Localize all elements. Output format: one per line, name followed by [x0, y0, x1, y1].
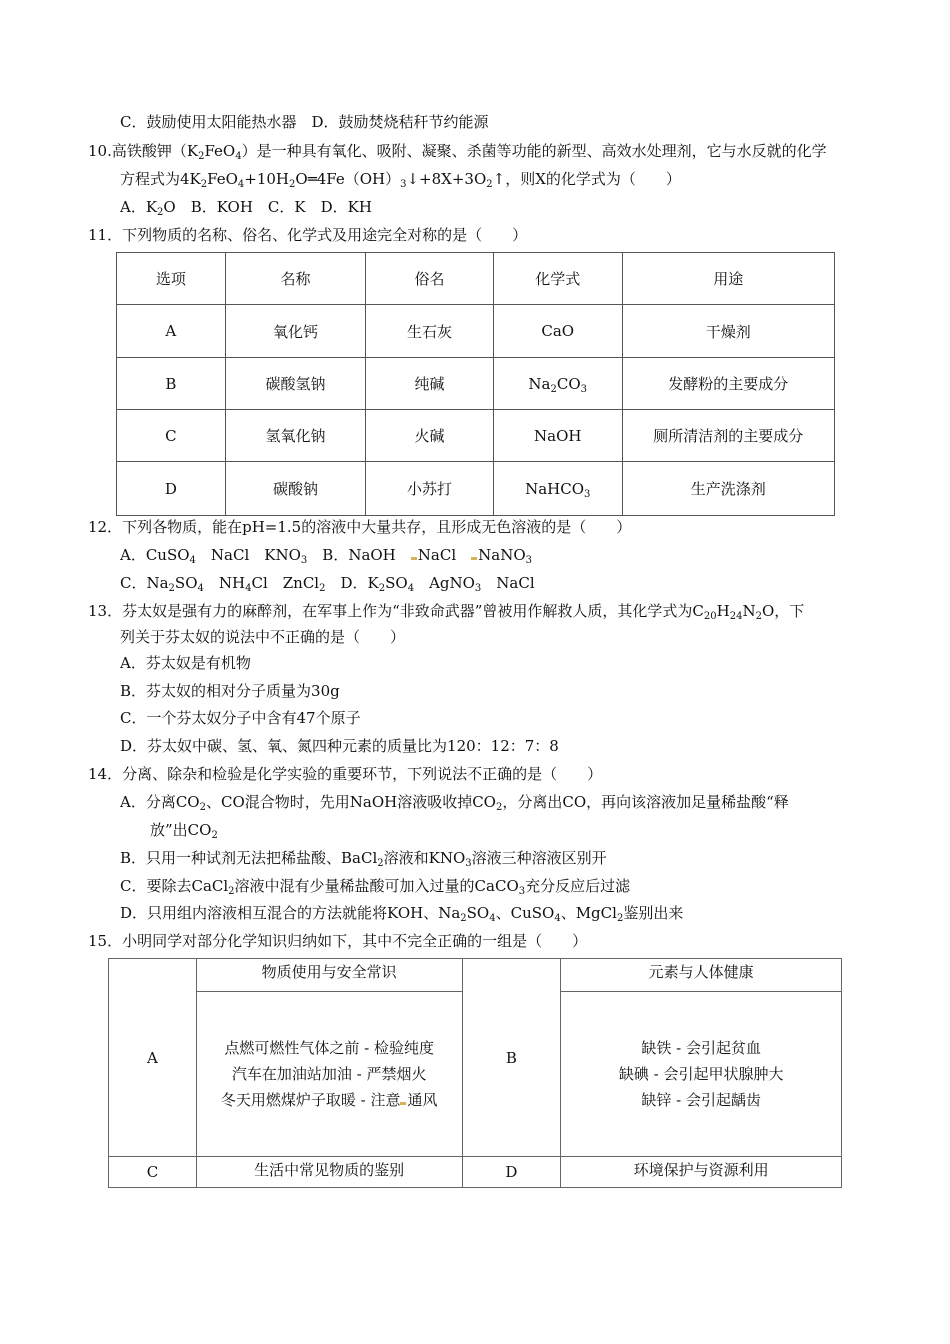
q9-options — [120, 112, 489, 132]
q15-stem: 15．小明同学对部分化学知识归纳如下，其中不完全正确的一组是（ ） — [88, 932, 588, 950]
q10-line2: 方程式为$4K_2FeO_4+10H_2O═4Fe(OH)_3↓+8X+3O_2↑$，则X的化学式为（ ） — [120, 170, 681, 190]
q13-option-b: B．芬太奴的相对分子质量为30g — [120, 682, 340, 700]
q11-stem: 11．下列物质的名称、俗名、化学式及用途完全对称的是（ ） — [88, 226, 528, 244]
q13-option-a: A．芬太奴是有机物 — [120, 654, 251, 672]
table-row: B 碳酸氢钠 纯碱 $Na_2CO_3$ 发酵粉的主要成分 — [117, 358, 835, 410]
q14-stem: 14．分离、除杂和检验是化学实验的重要环节，下列说法不正确的是（ ） — [88, 765, 603, 783]
q14-option-b: B．只用一种试剂无法把稀盐酸、BaCl$_2$溶液和$KNO_3$溶液三种溶液区别开 — [120, 849, 607, 869]
q14-option-c: C．要除去CaCl$_2$溶液中混有少量稀盐酸可加入过量的CaCO$_3$充分反应后过滤 — [120, 877, 631, 897]
table-row: C 氢氧化钠 火碱 NaOH 厕所清洁剂的主要成分 — [117, 410, 835, 462]
q12-stem: 12．下列各物质，能在pH=1.5的溶液中大量共存，且形成无色溶液的是（ ） — [88, 518, 632, 536]
q13-line1: 13．芬太奴是强有力的麻醉剂，在军事上作为“非致命武器”曾被用作解救人质，其化学式为$C_{20}H_{24}N_2O$，下 — [88, 602, 805, 622]
q10-line1: 10.高铁酸钾$(K_2FeO_4)$是一种具有氧化、吸附、凝聚、杀菌等功能的新型、高效水处理剂，它与水反就的化学 — [88, 142, 827, 162]
q14-option-d: D．只用组内溶液相互混合的方法就能将KOH、$Na_2SO_4$、CuSO$_4$、MgCl$_2$鉴别出来 — [120, 904, 684, 924]
q15-label-b: B — [462, 959, 561, 1157]
q15-title-c: 生活中常见物质的鉴别 — [196, 1157, 462, 1188]
q9-option-d: D．鼓励焚烧秸秆节约能源 — [311, 113, 489, 131]
q15-items-a: 点燃可燃性气体之前 - 检验纯度 汽车在加油站加油 - 严禁烟火 冬天用燃煤炉子取暖 - 注意 通风 — [196, 992, 462, 1157]
q15-items-b: 缺铁 - 会引起贫血 缺碘 - 会引起甲状腺肿大 缺锌 - 会引起龋齿 — [561, 992, 842, 1157]
highlight-mark — [400, 1102, 406, 1105]
q14-option-a: A．分离$CO_2$、CO混合物时，先用NaOH溶液吸收掉$CO_2$，分离出CO，再向该溶液加足量稀盐酸“释 — [120, 793, 789, 813]
table-row: A 氧化钙 生石灰 CaO 干燥剂 — [117, 305, 835, 358]
q15-label-a: A — [109, 959, 197, 1157]
q15-table — [108, 958, 842, 1188]
q15-label-c: C — [109, 1157, 197, 1188]
q12-options-ab: A．CuSO$_4$ NaCl $KNO_3$ B．NaOH NaCl NaNO$_3$ — [120, 546, 532, 566]
table-row: D 碳酸钠 小苏打 NaHCO$_3$ 生产洗涤剂 — [117, 462, 835, 516]
q9-option-c: C．鼓励使用太阳能热水器 — [120, 113, 297, 131]
q15-title-b: 元素与人体健康 — [561, 959, 842, 992]
q13-line2: 列关于芬太奴的说法中不正确的是（ ） — [120, 628, 406, 646]
highlight-mark — [471, 557, 477, 560]
q11-table — [116, 252, 835, 516]
q13-option-d: D．芬太奴中碳、氢、氧、氮四种元素的质量比为120：12：7：8 — [120, 737, 559, 755]
highlight-mark — [411, 557, 417, 560]
q15-title-d: 环境保护与资源利用 — [561, 1157, 842, 1188]
q15-label-d: D — [462, 1157, 561, 1188]
q10-options: A．$K_2O$ B．KOH C．K D．KH — [120, 198, 372, 218]
q15-title-a: 物质使用与安全常识 — [196, 959, 462, 992]
q13-option-c: C．一个芬太奴分子中含有47个原子 — [120, 709, 361, 727]
q14-option-a-cont: 放”出$CO_2$ — [150, 821, 218, 841]
table-header-row: 选项 名称 俗名 化学式 用途 — [117, 253, 835, 305]
q12-options-cd: C．$Na_2SO_4$ $NH_4Cl$ ZnCl$_2$ D．$K_2SO_4$ AgNO$_3$ NaCl — [120, 574, 535, 594]
